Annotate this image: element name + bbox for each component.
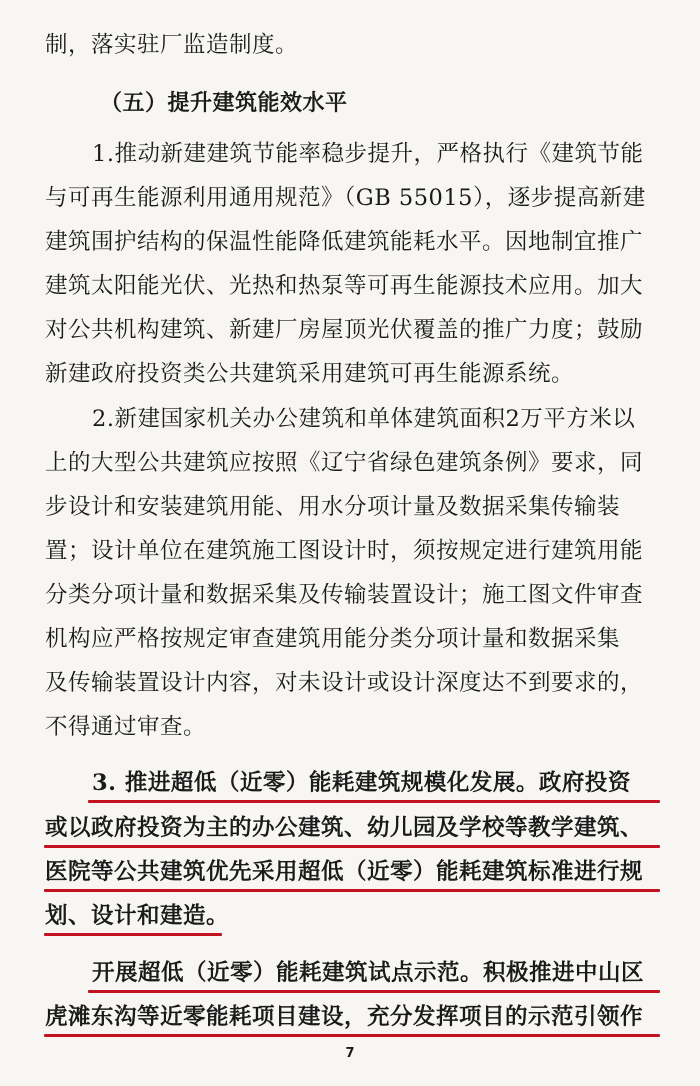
text-line: 新建政府投资类公共建筑采用建筑可再生能源系统。	[45, 361, 575, 387]
highlighted-line: 医院等公共建筑优先采用超低（近零）能耗建筑标准进行规	[45, 859, 644, 885]
highlighted-line: 虎滩东沟等近零能耗项目建设，充分发挥项目的示范引领作	[45, 1004, 644, 1030]
highlighted-line: 3. 推进超低（近零）能耗建筑规模化发展。政府投资	[92, 770, 631, 796]
red-underline	[44, 845, 660, 848]
section-heading: （五）提升建筑能效水平	[100, 91, 348, 116]
text-line: 对公共机构建筑、新建厂房屋顶光伏覆盖的推广力度；鼓励	[45, 317, 644, 343]
page-number: 7	[345, 1046, 355, 1061]
text-line: 与可再生能源利用通用规范》（GB 55015），逐步提高新建	[45, 185, 646, 211]
red-underline	[44, 933, 222, 936]
text-line: 分类分项计量和数据采集及传输装置设计；施工图文件审查	[45, 582, 644, 608]
highlighted-line: 划、设计和建造。	[45, 903, 230, 929]
text-line: 建筑围护结构的保温性能降低建筑能耗水平。因地制宜推广	[45, 229, 644, 255]
text-line: 机构应严格按规定审查建筑用能分类分项计量和数据采集	[45, 626, 621, 652]
text-line: 1.推动新建建筑节能率稳步提升，严格执行《建筑节能	[92, 141, 644, 167]
text-line: 建筑太阳能光伏、光热和热泵等可再生能源技术应用。加大	[45, 273, 644, 299]
red-underline	[88, 800, 660, 803]
red-underline	[44, 1034, 660, 1037]
text-line: 及传输装置设计内容，对未设计或设计深度达不到要求的，	[45, 670, 644, 696]
text-line: 2.新建国家机关办公建筑和单体建筑面积2万平方米以	[92, 406, 636, 432]
text-line: 置；设计单位在建筑施工图设计时，须按规定进行建筑用能	[45, 538, 644, 564]
highlighted-line: 或以政府投资为主的办公建筑、幼儿园及学校等教学建筑、	[45, 815, 644, 841]
highlighted-line: 开展超低（近零）能耗建筑试点示范。积极推进中山区	[92, 960, 645, 986]
text-line: 不得通过审查。	[45, 714, 207, 740]
text-line: 步设计和安装建筑用能、用水分项计量及数据采集传输装	[45, 494, 621, 520]
text-line: 上的大型公共建筑应按照《辽宁省绿色建筑条例》要求，同	[45, 450, 644, 476]
red-underline	[44, 889, 660, 892]
red-underline	[88, 990, 660, 993]
text-line: 制，落实驻厂监造制度。	[45, 32, 299, 58]
